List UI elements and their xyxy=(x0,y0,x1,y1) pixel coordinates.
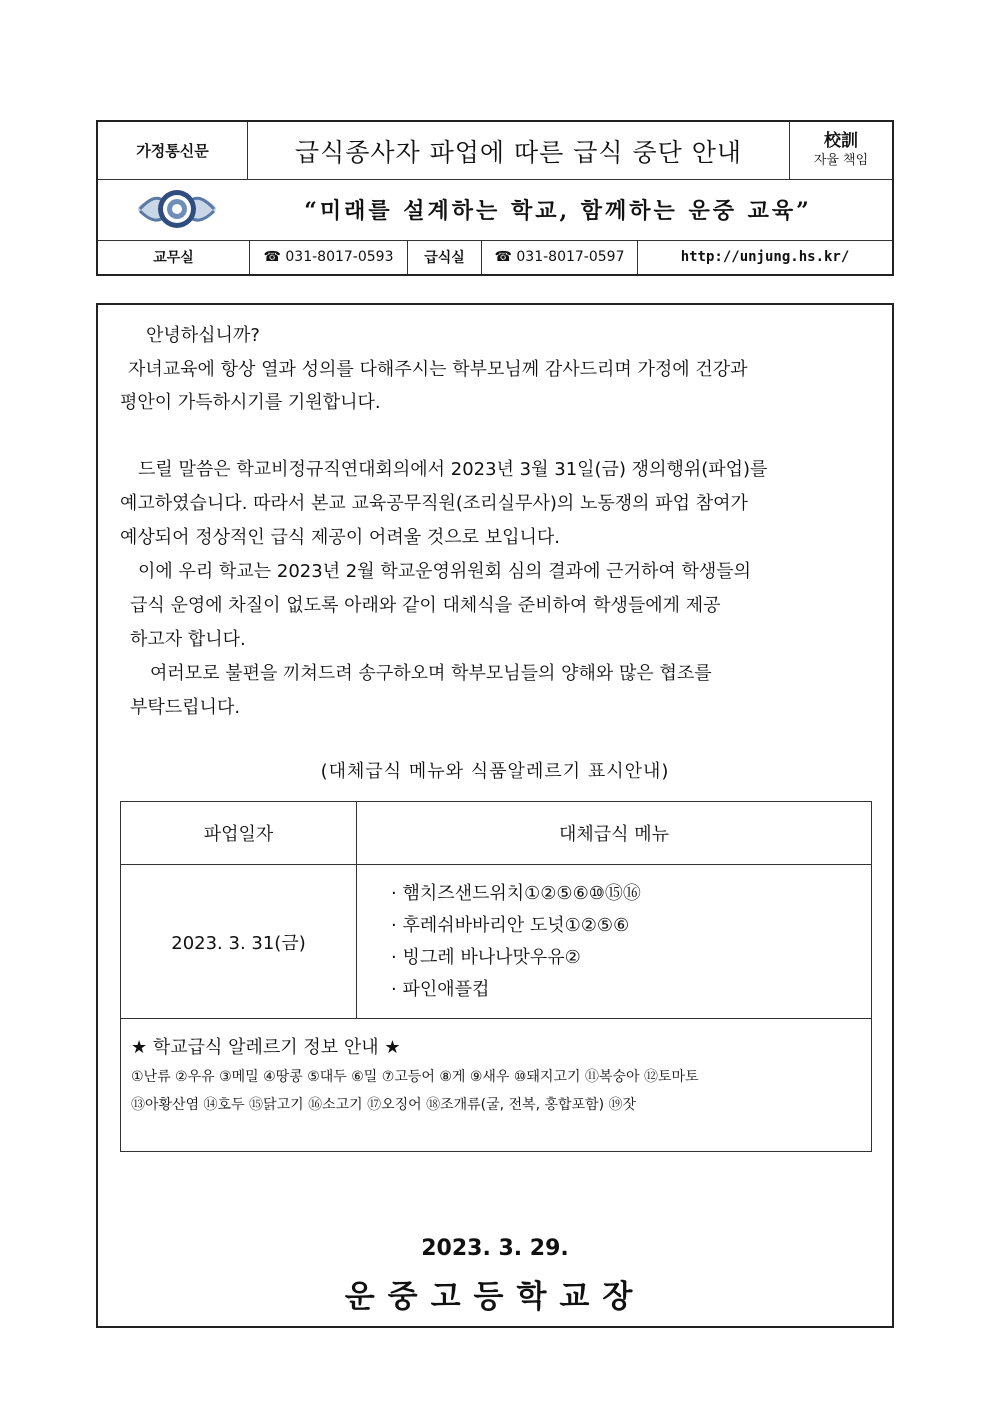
school-motto xyxy=(790,122,892,179)
list-item: · 빙그레 바나나맛우유② xyxy=(391,946,581,968)
paragraph-3-line-3: 하고자 합니다. xyxy=(130,629,246,650)
table-row xyxy=(121,865,872,1019)
strike-date-header: 파업일자 xyxy=(121,802,357,865)
menu-table-caption: (대체급식 메뉴와 식품알레르기 표시안내) xyxy=(320,761,670,782)
paragraph-4-line-1: 여러모로 불편을 끼쳐드려 송구하오며 학부모님들의 양해와 많은 협조를 xyxy=(150,663,712,684)
allergy-list-line-2: ⑬아황산염 ⑭호두 ⑮닭고기 ⑯소고기 ⑰오징어 ⑱조개류(굴, 전복, 홍합포함) ⑲잣 xyxy=(131,1097,637,1113)
paragraph-2-line-3: 예상되어 정상적인 급식 제공이 어려울 것으로 보입니다. xyxy=(120,527,560,548)
school-website-link[interactable]: http://unjung.hs.kr/ xyxy=(680,249,850,265)
list-item: · 파인애플컵 xyxy=(391,978,490,1000)
substitute-menu-header: 대체급식 메뉴 xyxy=(357,802,872,865)
paragraph-1-line-1: 자녀교육에 항상 열과 성의를 다해주시는 학부모님께 감사드리며 가정에 건강과 xyxy=(128,359,748,380)
header-title-row xyxy=(98,122,892,180)
motto-label: 校訓 xyxy=(824,130,858,151)
letter-header xyxy=(96,120,894,276)
paragraph-1-line-2: 평안이 가득하시기를 기원합니다. xyxy=(120,392,381,413)
allergy-info-row xyxy=(121,1019,872,1152)
substitute-menu-table xyxy=(120,801,872,1152)
paragraph-3-line-2: 급식 운영에 차질이 없도록 아래와 같이 대체식을 준비하여 학생들에게 제공 xyxy=(130,595,721,616)
signature-name: 운중고등학교장 xyxy=(344,1279,646,1315)
strike-date: 2023. 3. 31(금) xyxy=(121,865,357,1019)
school-emblem-icon xyxy=(136,185,218,233)
paragraph-3-line-1: 이에 우리 학교는 2023년 2월 학교운영위원회 심의 결과에 근거하여 학생들의 xyxy=(138,561,752,582)
greeting: 안녕하십니까? xyxy=(146,325,260,346)
cafeteria-label: 급식실 xyxy=(408,240,482,274)
doc-type-label: 가정통신문 xyxy=(98,122,248,179)
menu-items xyxy=(357,865,872,1019)
paragraph-2-line-2: 예고하였습니다. 따라서 본교 교육공무직원(조리실무사)의 노동쟁의 파업 참여가 xyxy=(120,493,748,514)
motto-value: 자율 책임 xyxy=(813,152,869,168)
allergy-info xyxy=(121,1019,872,1152)
allergy-info-title: ★ 학교급식 알레르기 정보 안내 ★ xyxy=(131,1037,401,1058)
allergy-list-line-1: ①난류 ②우유 ③메밀 ④땅콩 ⑤대두 ⑥밀 ⑦고등어 ⑧게 ⑨새우 ⑩돼지고기 ⑪복숭아 ⑫토마토 xyxy=(131,1069,699,1085)
header-contact-row xyxy=(98,240,892,274)
signature-date: 2023. 3. 29. xyxy=(421,1236,569,1261)
table-header-row xyxy=(121,802,872,865)
office-label: 교무실 xyxy=(98,240,250,274)
list-item: · 햄치즈샌드위치①②⑤⑥⑩⑮⑯ xyxy=(391,882,641,904)
header-slogan-row xyxy=(98,179,892,241)
document-title: 급식종사자 파업에 따른 급식 중단 안내 xyxy=(248,122,790,179)
paragraph-4-line-2: 부탁드립니다. xyxy=(130,697,241,718)
list-item: · 후레쉬바바리안 도넛①②⑤⑥ xyxy=(391,914,630,936)
paragraph-2-line-1: 드릴 말씀은 학교비정규직연대회의에서 2023년 3월 31일(금) 쟁의행위(파업)를 xyxy=(138,459,768,480)
letter-body xyxy=(96,303,894,1328)
office-phone: ☎ 031-8017-0593 xyxy=(250,240,408,274)
school-slogan: “미래를 설계하는 학교, 함께하는 운중 교육” xyxy=(304,198,812,224)
cafeteria-phone: ☎ 031-8017-0597 xyxy=(482,240,638,274)
